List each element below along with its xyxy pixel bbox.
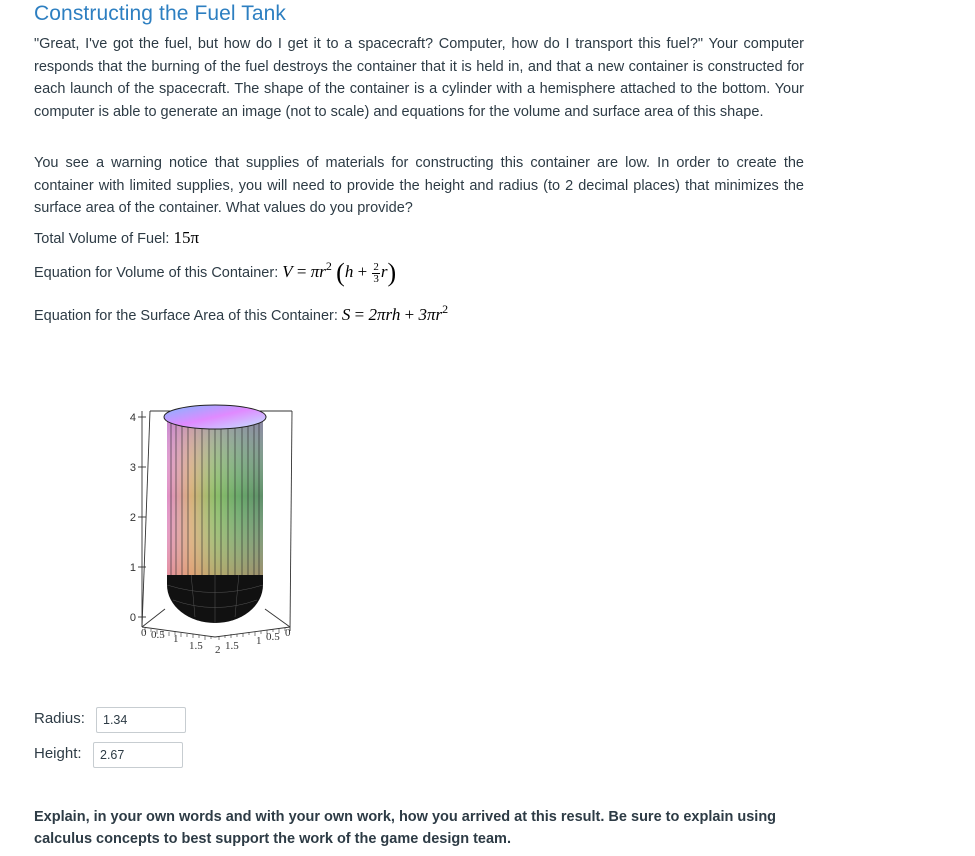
total-volume-label: Total Volume of Fuel:: [34, 231, 170, 247]
top-cap: [164, 405, 266, 429]
surface-equation: $S = 2\pi rh + 3\pi r^2$: [341, 302, 449, 324]
total-volume-value: 15π: [173, 228, 200, 247]
tank-3d-plot: [115, 395, 315, 660]
x-tick-label: 2: [215, 644, 221, 656]
page-title: Constructing the Fuel Tank: [34, 2, 287, 25]
surface-equation-label: Equation for the Surface Area of this Container:: [34, 308, 338, 324]
z-tick-label: 3: [129, 462, 136, 474]
radius-input[interactable]: [96, 707, 186, 733]
z-tick-label: 2: [129, 512, 136, 524]
x-tick-label: 0: [141, 627, 147, 639]
y-tick-label: 0: [285, 627, 291, 639]
two-thirds-fraction: $\frac{2}{3}$: [373, 260, 379, 285]
z-tick-label: 1: [129, 562, 136, 574]
volume-equation-line: [34, 258, 396, 288]
y-tick-label: 1.5: [225, 640, 239, 652]
explain-prompt: Explain, in your own words and with your own work, how you arrived at this result. Be sure to explain using calculus concepts to best support the work of the game design team.: [34, 809, 777, 847]
intro-paragraph: "Great, I've got the fuel, but how do I get it to a spacecraft? Computer, how do I transport this fuel?" Your computer responds that the burning of the fuel destroys the container that it is held in, and that a new container is constructed for each launch of the spacecraft. The shape of the container is a cylinder with a hemisphere attached to the bottom. Your computer is able to generate an image (not to scale) and equations for the volume and surface area of this shape.: [34, 36, 804, 120]
height-input[interactable]: [93, 742, 183, 768]
y-tick-label: 1: [256, 635, 262, 647]
surface-equation-line: [34, 302, 448, 325]
volume-equation-label: Equation for Volume of this Container:: [34, 265, 279, 281]
volume-equation: $V = \pi r^2$ (h + $\frac{2}{3}$ r): [282, 258, 397, 287]
total-volume-line: [34, 228, 199, 248]
height-label: Height:: [34, 745, 82, 762]
x-tick-label: 1.5: [189, 640, 203, 652]
warning-paragraph: You see a warning notice that supplies of materials for constructing this container are low. In order to create the container with limited supplies, you will need to provide the height and radius (to 2 decimal places) that minimizes the surface area of the container. What values do you provide?: [34, 155, 804, 216]
y-tick-label: 0.5: [266, 631, 280, 643]
z-axis: [138, 411, 146, 627]
radius-label: Radius:: [34, 710, 85, 727]
z-tick-label: 0: [129, 612, 136, 624]
x-tick-label: 1: [173, 633, 179, 645]
x-tick-label: 0.5: [151, 629, 165, 641]
z-tick-label: 4: [129, 412, 136, 424]
